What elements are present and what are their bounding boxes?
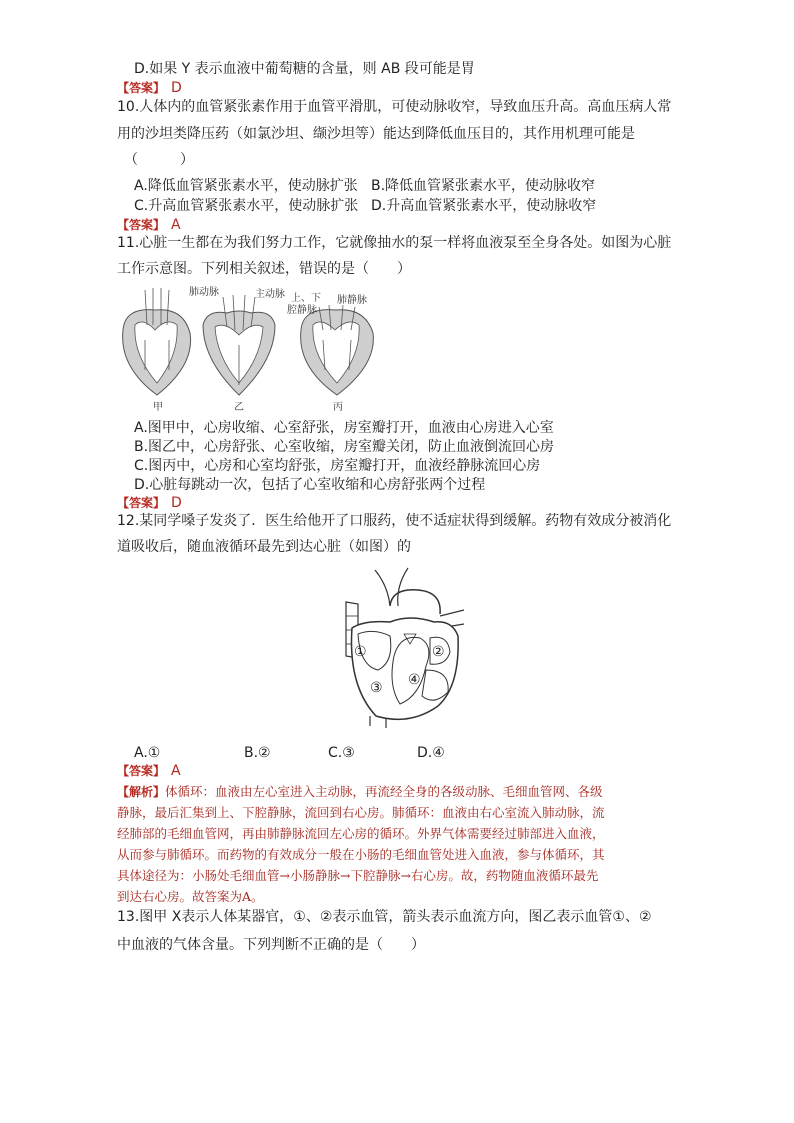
answer-tag: 【答案】 <box>117 81 166 95</box>
label-jia: 甲 <box>153 402 163 413</box>
q13-stem-1: 13.图甲 X表示人体某器官，①、②表示血管，箭头表示血流方向，图乙表示血管①、② <box>117 909 652 925</box>
q11-option-a: A.图甲中，心房收缩、心室舒张，房室瓣打开，血液由心房进入心室 <box>134 420 554 436</box>
answer-tag: 【答案】 <box>117 218 166 232</box>
q12-explanation-3: 经肺部的毛细血管网，再由肺静脉流回左心房的循环。外界气体需要经过肺部进入血液， <box>117 826 605 841</box>
chamber-2-label: ② <box>432 644 445 660</box>
label-vena-cava-1: 上、下 <box>291 293 321 304</box>
q12-explanation-1 <box>117 781 603 803</box>
q10-option-a: A.降低血管紧张素水平，使动脉扩张 <box>134 178 358 194</box>
q12-option-b: B.② <box>244 745 271 761</box>
answer-value: A <box>171 763 181 779</box>
answer-tag: 【答案】 <box>117 496 166 510</box>
heart-cycle-figure <box>115 285 395 415</box>
label-aorta: 主动脉 <box>255 289 285 300</box>
q12-explanation-4: 从而参与肺循环。而药物的有效成分一般在小肠的毛细血管处进入血液，参与体循环，其 <box>117 847 605 862</box>
q13-stem-2: 中血液的气体含量。下列判断不正确的是（ ） <box>117 937 425 953</box>
answer-value: D <box>171 80 182 96</box>
q12-answer <box>117 761 181 781</box>
label-pulmonary-vein: 肺静脉 <box>337 295 367 306</box>
q12-option-a: A.① <box>134 745 161 761</box>
chamber-3-label: ③ <box>370 680 383 696</box>
explanation-tag: 【解析】 <box>117 785 166 799</box>
label-pulmonary-artery: 肺动脉 <box>189 287 219 298</box>
q9-option-d: D.如果 Y 表示血液中葡萄糖的含量，则 AB 段可能是胃 <box>134 61 475 77</box>
q12-stem-1: 12.某同学嗓子发炎了．医生给他开了口服药，使不适症状得到缓解。药物有效成分被消化 <box>117 513 672 529</box>
q10-stem-3: （ ） <box>124 152 194 168</box>
q11-option-b: B.图乙中，心房舒张、心室收缩，房室瓣关闭，防止血液倒流回心房 <box>134 439 555 455</box>
heart-jia <box>123 288 191 395</box>
q12-stem-2: 道吸收后，随血液循环最先到达心脏（如图）的 <box>117 539 411 555</box>
q11-option-c: C.图丙中，心房和心室均舒张，房室瓣打开，血液经静脉流回心房 <box>134 458 541 474</box>
answer-value: D <box>171 495 182 511</box>
label-yi: 乙 <box>234 402 244 413</box>
q9-answer <box>117 78 182 98</box>
heart-bing <box>301 305 374 395</box>
q10-option-d: D.升高血管紧张素水平，使动脉收窄 <box>371 198 597 214</box>
answer-tag: 【答案】 <box>117 764 166 778</box>
q11-stem-1: 11.心脏一生都在为我们努力工作，它就像抽水的泵一样将血液泵至全身各处。如图为心脏 <box>117 235 672 251</box>
q10-stem-1: 10.人体内的血管紧张素作用于血管平滑肌，可使动脉收窄，导致血压升高。高血压病人常 <box>117 99 672 115</box>
chamber-1-label: ① <box>354 644 367 660</box>
heart-yi <box>203 295 275 395</box>
q12-explanation-6: 到达右心房。故答案为A。 <box>117 889 264 904</box>
q10-answer <box>117 215 181 235</box>
q12-option-d: D.④ <box>417 745 445 761</box>
chamber-4-label: ④ <box>408 672 421 688</box>
q12-explanation-5: 具体途径为：小肠处毛细血管→小肠静脉→下腔静脉→右心房。故，药物随血液循环最先 <box>117 868 599 883</box>
q12-option-c: C.③ <box>328 745 355 761</box>
q10-stem-2: 用的沙坦类降压药（如氯沙坦、缬沙坦等）能达到降低血压目的，其作用机理可能是 <box>117 126 635 142</box>
q10-option-b: B.降低血管紧张素水平，使动脉收窄 <box>371 178 596 194</box>
label-vena-cava-2: 腔静脉 <box>287 305 317 316</box>
q10-option-c: C.升高血管紧张素水平，使动脉扩张 <box>134 198 359 214</box>
explanation-text: 体循环：血液由左心室进入主动脉，再流经全身的各级动脉、毛细血管网、各级 <box>165 784 603 799</box>
heart-anatomy-figure <box>330 566 480 730</box>
label-bing: 丙 <box>333 402 343 413</box>
q11-option-d: D.心脏每跳动一次，包括了心室收缩和心房舒张两个过程 <box>134 477 486 493</box>
q11-answer <box>117 493 182 513</box>
q12-explanation-2: 静脉，最后汇集到上、下腔静脉，流回到右心房。肺循环：血液由右心室流入肺动脉，流 <box>117 805 605 820</box>
answer-value: A <box>171 217 181 233</box>
q11-stem-2: 工作示意图。下列相关叙述，错误的是（ ） <box>117 261 411 277</box>
